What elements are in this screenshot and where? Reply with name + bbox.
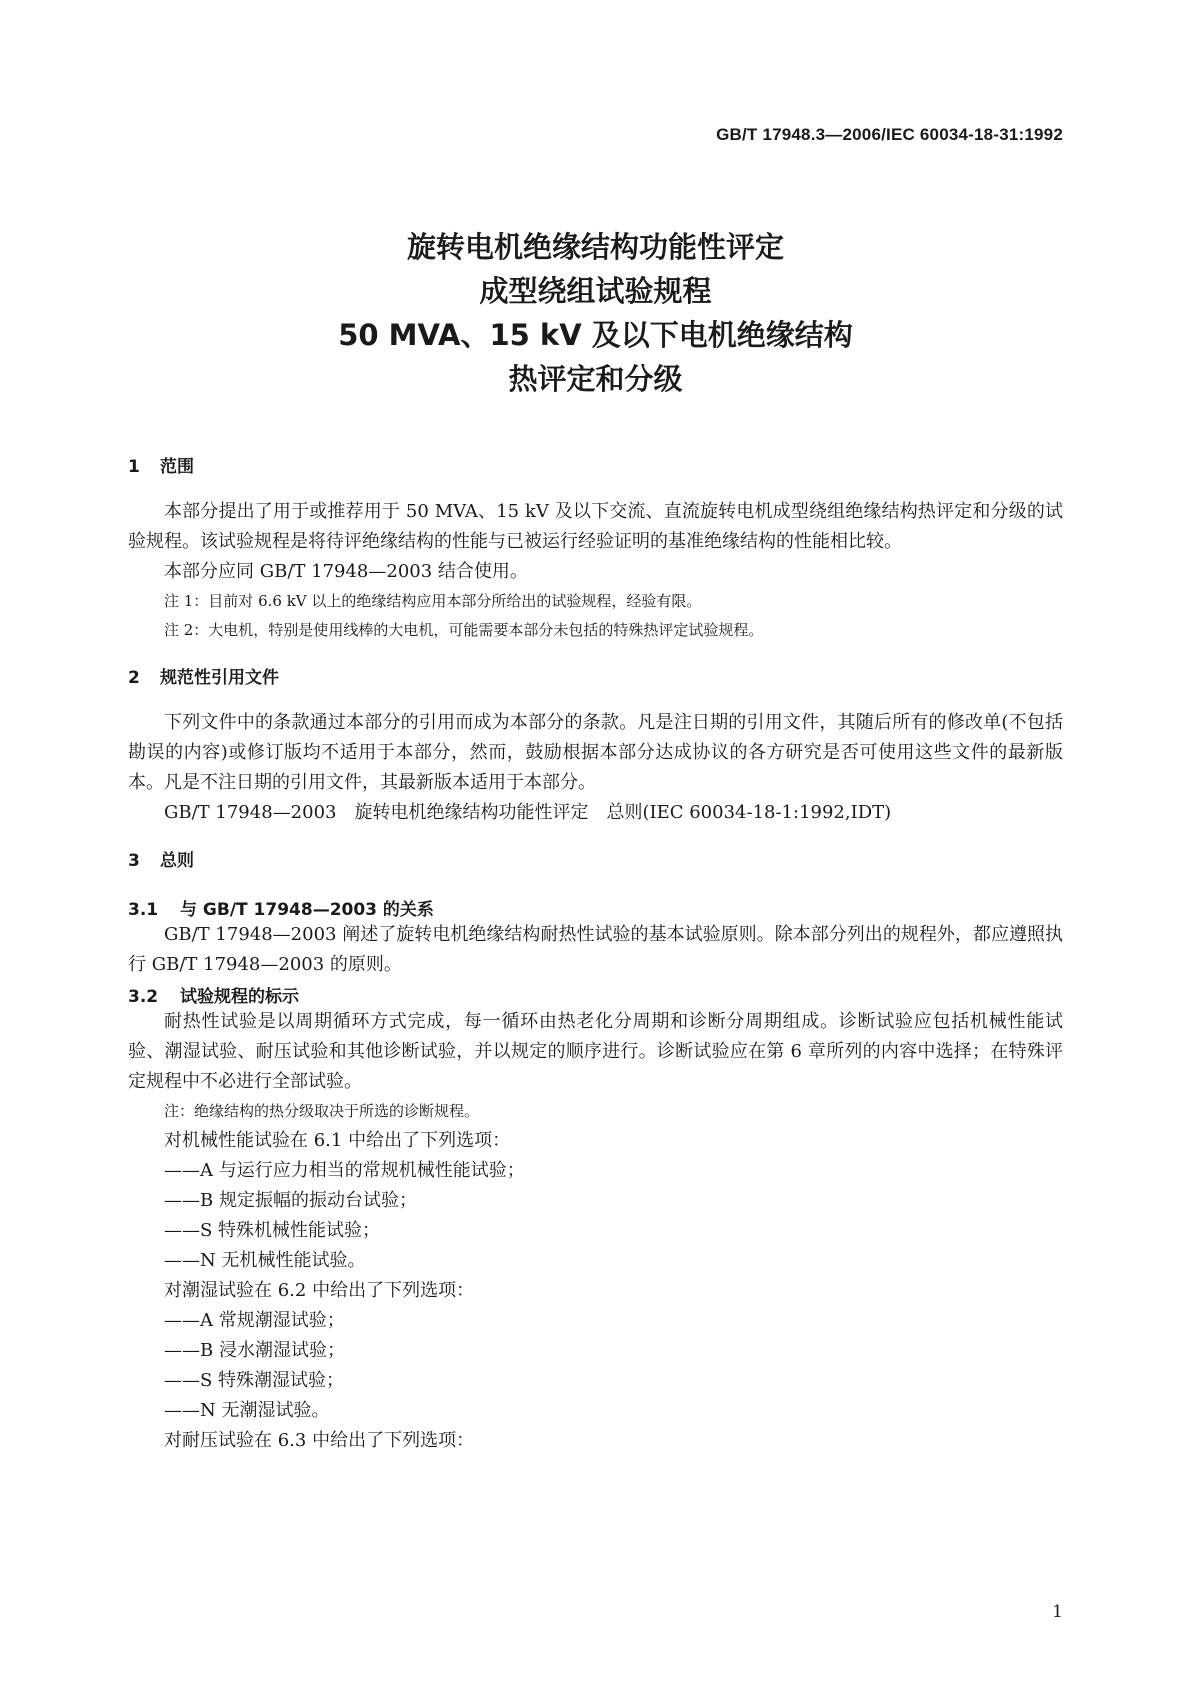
section-2-paragraph: 下列文件中的条款通过本部分的引用而成为本部分的条款。凡是注日期的引用文件，其随后所有的修改单(不包括勘误的内容)或修订版均不适用于本部分，然而，鼓励根据本部分达成协议的各方研究是否可使用这些文件的最新版本。凡是不注日期的引用文件，其最新版本适用于本部分。	[128, 712, 1063, 793]
title-line-4: 热评定和分级	[508, 362, 683, 396]
mech-options-intro: 对机械性能试验在 6.1 中给出了下列选项：	[164, 1130, 511, 1151]
list-item: ——B 规定振幅的振动台试验；	[164, 1190, 417, 1211]
section-number: 3	[128, 851, 140, 871]
subsection-title: 试验规程的标示	[180, 987, 299, 1007]
note-2: 注 2：大电机，特别是使用线棒的大电机，可能需要本部分未包括的特殊热评定试验规程。	[164, 621, 764, 639]
section-2-heading	[128, 663, 1063, 688]
list-item: ——N 无潮湿试验。	[164, 1400, 330, 1421]
section-3-heading	[128, 846, 1063, 871]
note-1: 注 1：目前对 6.6 kV 以上的绝缘结构应用本部分所给出的试验规程，经验有限。	[164, 592, 702, 610]
section-title: 规范性引用文件	[160, 668, 279, 688]
list-item: ——A 常规潮湿试验；	[164, 1310, 345, 1331]
document-body	[128, 452, 1063, 1456]
document-title	[0, 225, 1191, 401]
normative-reference: GB/T 17948—2003 旋转电机绝缘结构功能性评定 总则(IEC 60034-18-1:1992,IDT)	[164, 802, 892, 823]
subsection-3-2-paragraph: 耐热性试验是以周期循环方式完成，每一循环由热老化分周期和诊断分周期组成。诊断试验应包括机械性能试验、潮湿试验、耐压试验和其他诊断试验，并以规定的顺序进行。诊断试验应在第 6 章所列的内容中选择；在特殊评定规程中不必进行全部试验。	[128, 1011, 1063, 1092]
list-item: ——S 特殊潮湿试验；	[164, 1370, 345, 1391]
standard-code: GB/T 17948.3—2006/IEC 60034-18-31:1992	[716, 125, 1063, 144]
note-thermal-class: 注：绝缘结构的热分级取决于所选的诊断规程。	[164, 1102, 480, 1120]
section-title: 总则	[160, 851, 194, 871]
section-1-paragraph: 本部分提出了用于或推荐用于 50 MVA、15 kV 及以下交流、直流旋转电机成型绕组绝缘结构热评定和分级的试验规程。该试验规程是将待评绝缘结构的性能与已被运行经验证明的基准绝缘结构的性能相比较。	[128, 501, 1063, 552]
voltage-options-intro: 对耐压试验在 6.3 中给出了下列选项：	[164, 1430, 475, 1451]
title-line-3: 50 MVA、15 kV 及以下电机绝缘结构	[338, 318, 853, 352]
subsection-number: 3.2	[128, 987, 159, 1007]
subsection-title: 与 GB/T 17948—2003 的关系	[180, 900, 434, 920]
section-title: 范围	[160, 457, 194, 477]
list-item: ——B 浸水潮湿试验；	[164, 1340, 345, 1361]
page-number: 1	[1052, 1602, 1063, 1622]
subsection-3-2-heading	[128, 982, 1063, 1007]
section-number: 2	[128, 668, 140, 688]
list-item: ——A 与运行应力相当的常规机械性能试验；	[164, 1160, 525, 1181]
list-item: ——S 特殊机械性能试验；	[164, 1220, 381, 1241]
subsection-3-1-paragraph: GB/T 17948—2003 阐述了旋转电机绝缘结构耐热性试验的基本试验原则。除本部分列出的规程外，都应遵照执行 GB/T 17948—2003 的原则。	[128, 924, 1063, 975]
title-line-2: 成型绕组试验规程	[479, 274, 712, 308]
subsection-3-1-heading	[128, 895, 1063, 920]
list-item: ——N 无机械性能试验。	[164, 1250, 366, 1271]
section-1-heading	[128, 452, 1063, 477]
title-line-1: 旋转电机绝缘结构功能性评定	[406, 230, 784, 264]
moisture-options-intro: 对潮湿试验在 6.2 中给出了下列选项：	[164, 1280, 475, 1301]
subsection-number: 3.1	[128, 900, 159, 920]
section-1-paragraph-2: 本部分应同 GB/T 17948—2003 结合使用。	[164, 561, 528, 582]
section-number: 1	[128, 457, 140, 477]
